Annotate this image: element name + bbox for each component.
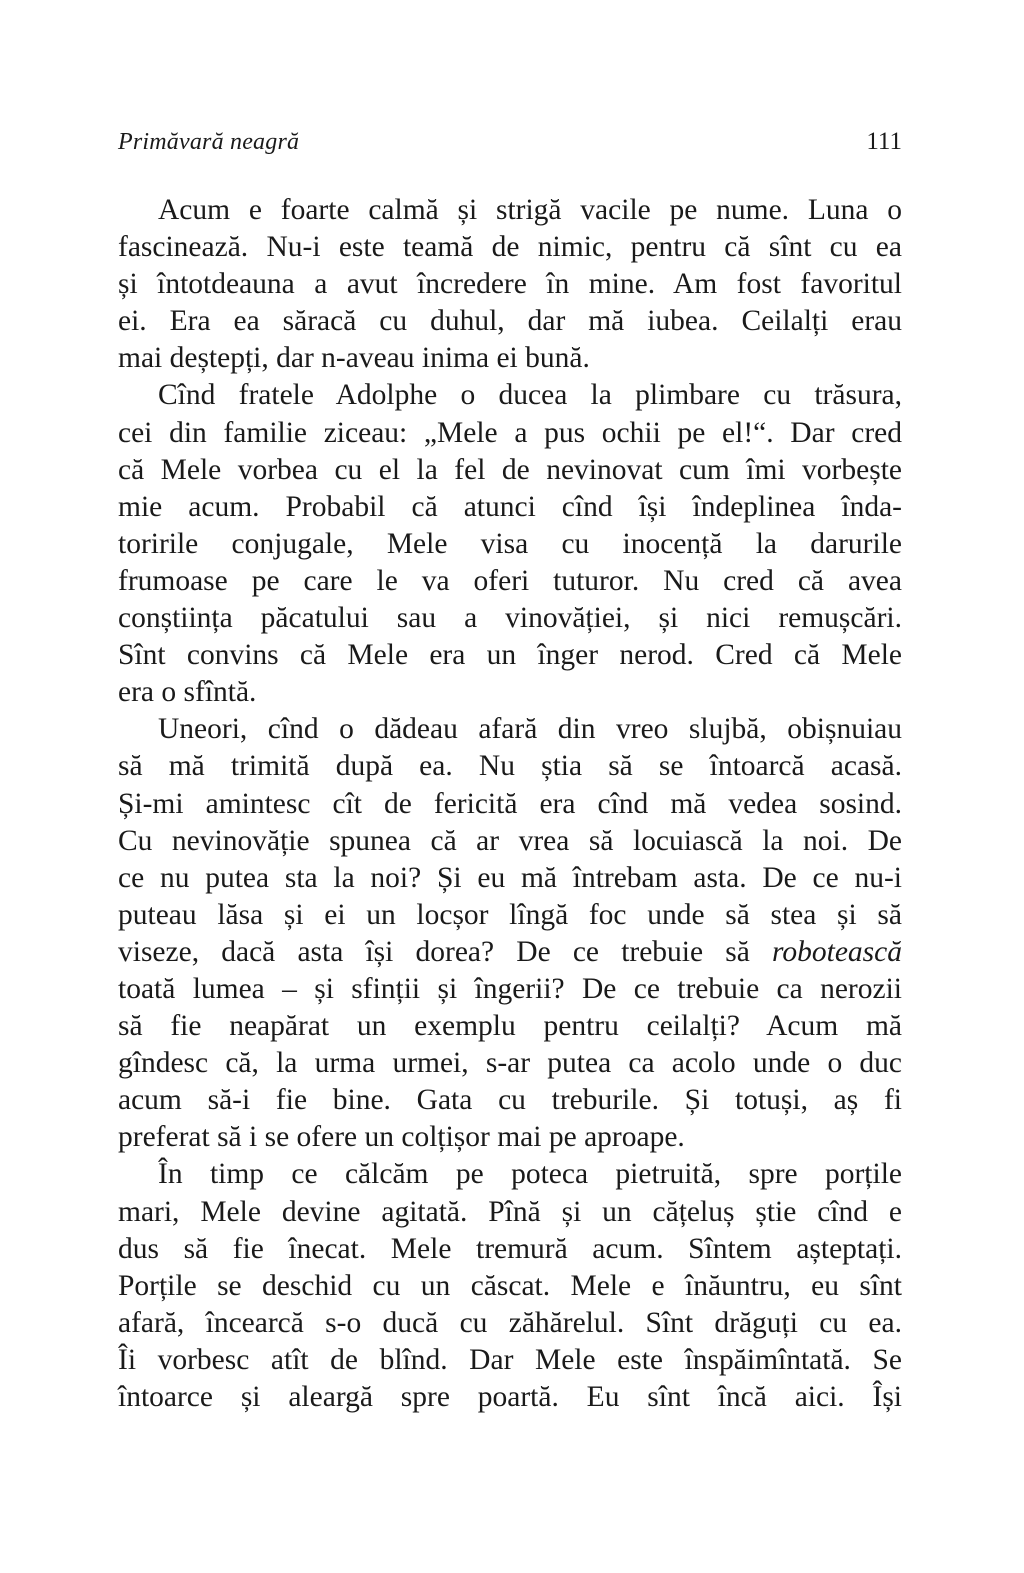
text-line: Îi vorbesc atît de blînd. Dar Mele este înspăimîntată. Se	[118, 1343, 902, 1376]
text-line: dus să fie înecat. Mele tremură acum. Sîntem așteptați.	[118, 1232, 902, 1265]
text-line: afară, încearcă s-o ducă cu zăhărelul. Sînt drăguți cu ea.	[118, 1306, 902, 1339]
text-line: că Mele vorbea cu el la fel de nevinovat cum îmi vorbește	[118, 453, 902, 486]
text-line: preferat să i se ofere un colțișor mai pe aproape.	[118, 1121, 685, 1154]
text-line: mai deștepți, dar n-aveau inima ei bună.	[118, 342, 590, 375]
text-line: toririle conjugale, Mele visa cu inocență la darurile	[118, 527, 902, 560]
text-line: Acum e foarte calmă și strigă vacile pe nume. Luna o	[158, 194, 902, 226]
paragraph-4	[118, 1156, 902, 1416]
text-line: Porțile se deschid cu un căscat. Mele e înăuntru, eu sînt	[118, 1269, 902, 1302]
paragraph-3	[118, 711, 902, 1156]
text-line: Sînt convins că Mele era un înger nerod. Cred că Mele	[118, 639, 902, 672]
text-line: ei. Era ea săracă cu duhul, dar mă iubea. Ceilalți erau	[118, 305, 902, 338]
paragraph-2	[118, 377, 902, 711]
text-line: viseze, dacă asta își dorea? De ce trebuie să robotească	[118, 935, 902, 968]
text-line: să mă trimită după ea. Nu știa să se întoarcă acasă.	[118, 750, 902, 783]
text-line: cei din familie ziceau: „Mele a pus ochii pe el!“. Dar cred	[118, 416, 902, 449]
text-line: ce nu putea sta la noi? Și eu mă întrebam asta. De ce nu-i	[118, 861, 902, 894]
text-line: În timp ce călcăm pe poteca pietruită, spre porțile	[158, 1158, 902, 1191]
text-line: mie acum. Probabil că atunci cînd își îndeplinea înda-	[118, 490, 902, 523]
text-line: frumoase pe care le va oferi tuturor. Nu cred că avea	[118, 564, 902, 597]
body-text	[118, 192, 902, 1416]
text-line: conștiința păcatului sau a vinovăției, și nici remușcări.	[118, 602, 902, 635]
text-line: Cînd fratele Adolphe o ducea la plimbare cu trăsura,	[158, 379, 902, 412]
text-line: să fie neapărat un exemplu pentru ceilalți? Acum mă	[118, 1010, 902, 1043]
running-head	[118, 128, 902, 168]
text-line: toată lumea – și sfinții și îngerii? De ce trebuie ca nerozii	[118, 972, 902, 1005]
paragraph-1	[118, 192, 902, 377]
text-line: Cu nevinovăție spunea că ar vrea să locuiască la noi. De	[118, 824, 902, 857]
text-line: și întotdeauna a avut încredere în mine. Am fost favoritul	[118, 268, 902, 301]
text-line: gîndesc că, la urma urmei, s-ar putea ca acolo unde o duc	[118, 1047, 902, 1080]
text-line: Uneori, cînd o dădeau afară din vreo slujbă, obișnuiau	[158, 713, 902, 746]
text-line: acum să-i fie bine. Gata cu treburile. Și totuși, aș fi	[118, 1084, 902, 1117]
text-line: întoarce și aleargă spre poartă. Eu sînt încă aici. Își	[118, 1381, 902, 1413]
text-line: puteau lăsa și ei un locșor lîngă foc unde să stea și să	[118, 898, 902, 931]
text-line: fascinează. Nu-i este teamă de nimic, pentru că sînt cu ea	[118, 231, 902, 264]
text-line: mari, Mele devine agitată. Pînă și un cățeluș știe cînd e	[118, 1195, 902, 1228]
running-title: Primăvară neagră	[118, 129, 300, 155]
text-line: Și-mi amintesc cît de fericită era cînd mă vedea sosind.	[118, 787, 902, 820]
text-line: era o sfîntă.	[118, 676, 257, 709]
emphasized-word: robotească	[772, 935, 902, 968]
page-number: 111	[866, 128, 902, 155]
